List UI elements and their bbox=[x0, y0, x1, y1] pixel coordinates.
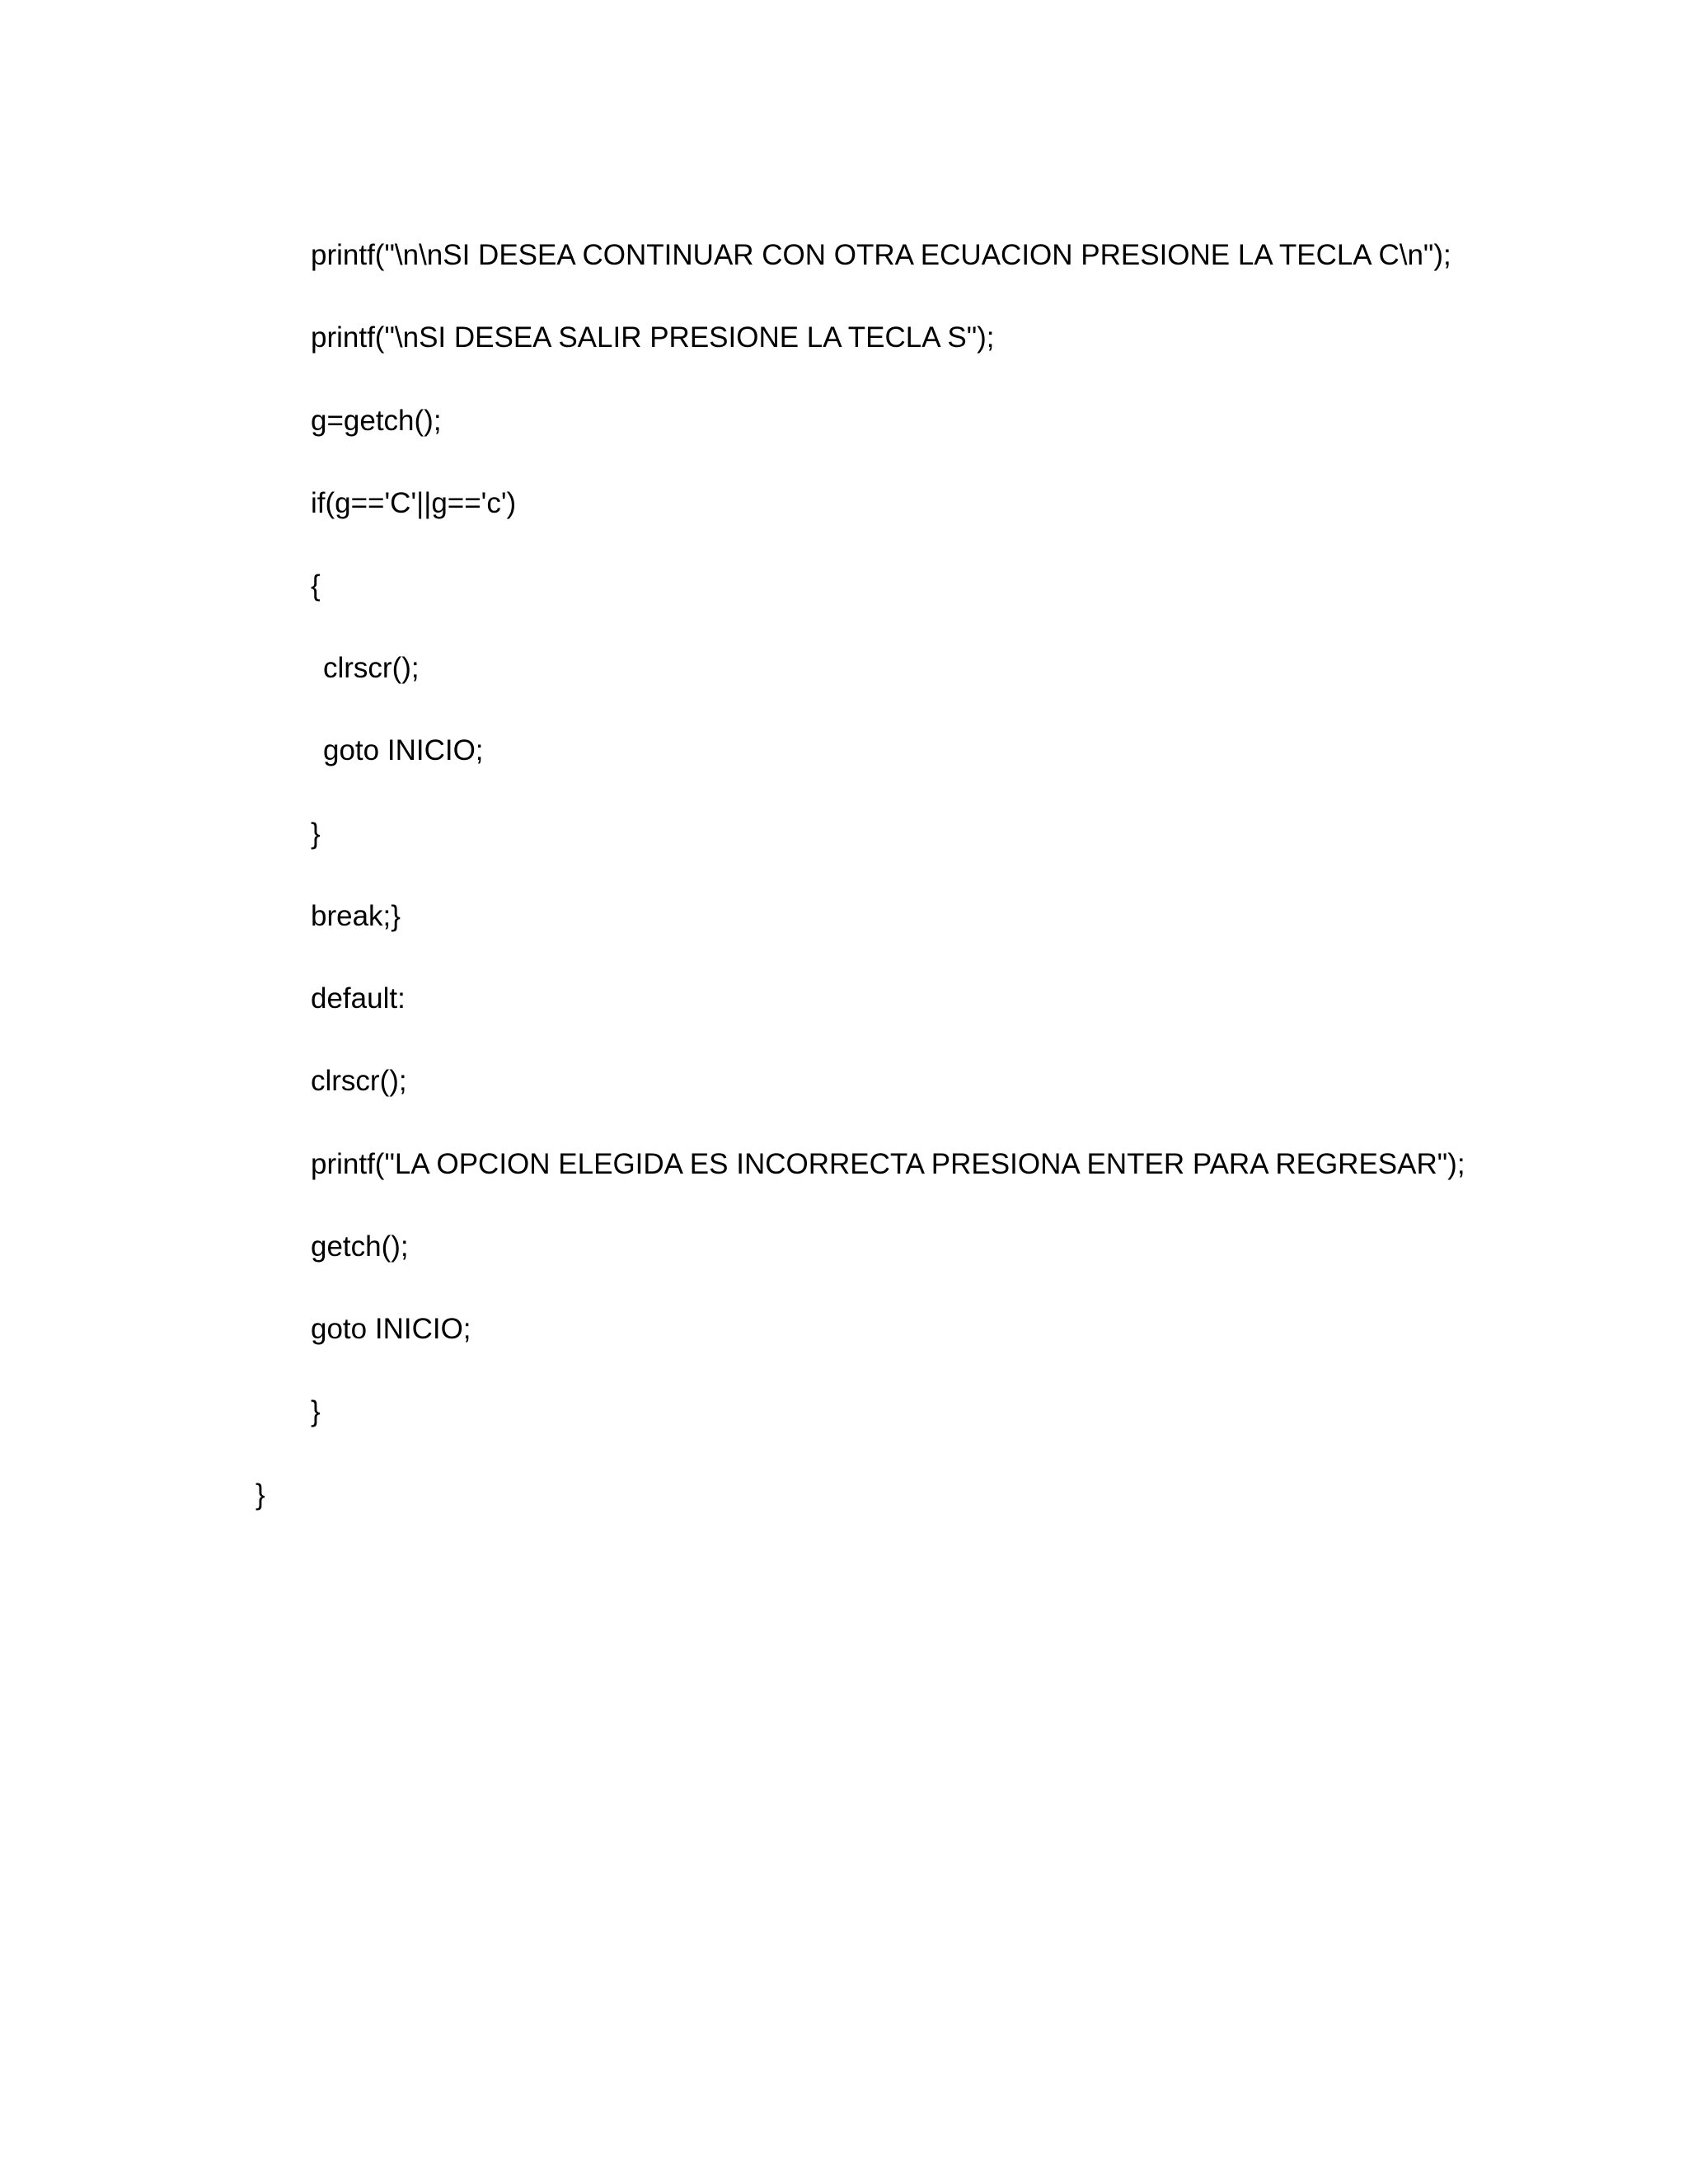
code-line-8: } bbox=[311, 818, 321, 850]
code-line-11: clrscr(); bbox=[311, 1065, 407, 1097]
code-line-4: if(g=='C'||g=='c') bbox=[311, 487, 517, 519]
code-line-12: printf("LA OPCION ELEGIDA ES INCORRECTA PRESIONA ENTER PARA REGRESAR"); bbox=[311, 1148, 1465, 1180]
code-line-5: { bbox=[311, 569, 321, 602]
code-line-2: printf("\nSI DESEA SALIR PRESIONE LA TECLA S"); bbox=[311, 321, 995, 354]
code-line-16: } bbox=[256, 1479, 265, 1511]
code-line-14: goto INICIO; bbox=[311, 1313, 471, 1345]
code-line-13: getch(); bbox=[311, 1230, 409, 1263]
code-line-7: goto INICIO; bbox=[323, 734, 484, 766]
code-line-6: clrscr(); bbox=[323, 652, 420, 684]
code-line-3: g=getch(); bbox=[311, 405, 442, 437]
code-line-15: } bbox=[311, 1395, 321, 1427]
code-line-9: break;} bbox=[311, 900, 401, 932]
code-line-1: printf("\n\nSI DESEA CONTINUAR CON OTRA ECUACION PRESIONE LA TECLA C\n"); bbox=[311, 239, 1451, 271]
code-line-10: default: bbox=[311, 982, 406, 1015]
